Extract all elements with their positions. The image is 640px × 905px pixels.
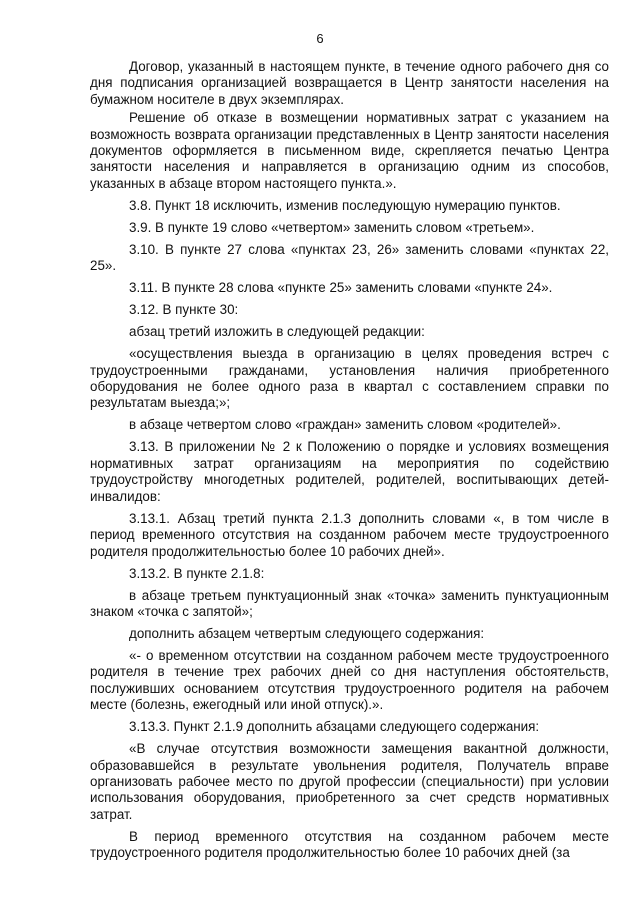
paragraph-third-abzac-edit: абзац третий изложить в следующей редакции: [129, 324, 425, 340]
paragraph-punctuation-replace: в абзаце третьем пунктуационный знак «точка» заменить пунктуационным знаком «точка с запятой»; [90, 587, 609, 619]
document-body [90, 59, 609, 862]
paragraph-add-fourth-abzac: дополнить абзацем четвертым следующего содержания: [129, 625, 485, 641]
paragraph-item-3-10: 3.10. В пункте 27 слова «пунктах 23, 26» заменить словами «пунктах 22, 25». [90, 241, 609, 274]
page-number: 6 [316, 31, 324, 46]
paragraph-contract-return: Договор, указанный в настоящем пункте, в течение одного рабочего дня со дня подписания организацией возвращается в Центр занятости населения на бумажном носителе в двух экземплярах. [90, 59, 609, 107]
paragraph-item-3-8: 3.8. Пункт 18 исключить, изменив последующую нумерацию пунктов. [129, 197, 561, 213]
paragraph-item-3-11: 3.11. В пункте 28 слова «пункте 25» заменить словами «пункте 24». [129, 280, 553, 296]
paragraph-item-3-13-1: 3.13.1. Абзац третий пункта 2.1.3 дополнить словами «, в том числе в период временного отсутствия на созданном рабочем месте трудоустроенного родителя продолжительностью более 10 рабочих дней». [90, 510, 609, 559]
paragraph-absence-quote: «- о временном отсутствии на созданном рабочем месте трудоустроенного родителя в течение трех рабочих дней со дня наступления обстоятельств, послуживших основанием отсутствия трудоустроенного родителя на рабочем месте (болезнь, ежегодный или иной отпуск).». [90, 647, 609, 713]
paragraph-visit-quote: «осуществления выезда в организацию в целях проведения встреч с трудоустроенными гражданами, установления наличия приобретенного оборудования не более одного раза в квартал с составлением справки по результатам выезда;»; [90, 346, 609, 411]
paragraph-item-3-13-3: 3.13.3. Пункт 2.1.9 дополнить абзацами следующего содержания: [129, 719, 540, 735]
paragraph-temporary-absence: В период временного отсутствия на созданном рабочем месте трудоустроенного родителя продолжительностью более 10 рабочих дней (за [90, 828, 609, 861]
paragraph-item-3-9: 3.9. В пункте 19 слово «четвертом» заменить словом «третьем». [129, 219, 535, 235]
paragraph-item-3-13: 3.13. В приложении № 2 к Положению о порядке и условиях возмещения нормативных затрат организациям на мероприятия по содействию трудоустройству многодетных родителей, родителей, воспитывающих детей-инвалидов: [90, 439, 609, 504]
paragraph-fourth-abzac-replace: в абзаце четвертом слово «граждан» заменить словом «родителей». [129, 417, 561, 433]
paragraph-vacancy-quote: «В случае отсутствия возможности замещения вакантной должности, образовавшейся в результате увольнения родителя, Получатель вправе организовать рабочее место по другой профессии (специальности) при условии использования оборудования, приобретенного за счет средств нормативных затрат. [90, 741, 609, 822]
paragraph-item-3-12: 3.12. В пункте 30: [129, 302, 239, 318]
paragraph-item-3-13-2: 3.13.2. В пункте 2.1.8: [129, 565, 265, 581]
paragraph-refusal-decision: Решение об отказе в возмещении нормативных затрат с указанием на возможность возврата организации представленных в Центр занятости населения документов оформляется в письменном виде, скрепляется печатью Центра занятости населения и направляется в организацию одним из способов, указанных в абзаце втором настоящего пункта.». [90, 110, 609, 191]
